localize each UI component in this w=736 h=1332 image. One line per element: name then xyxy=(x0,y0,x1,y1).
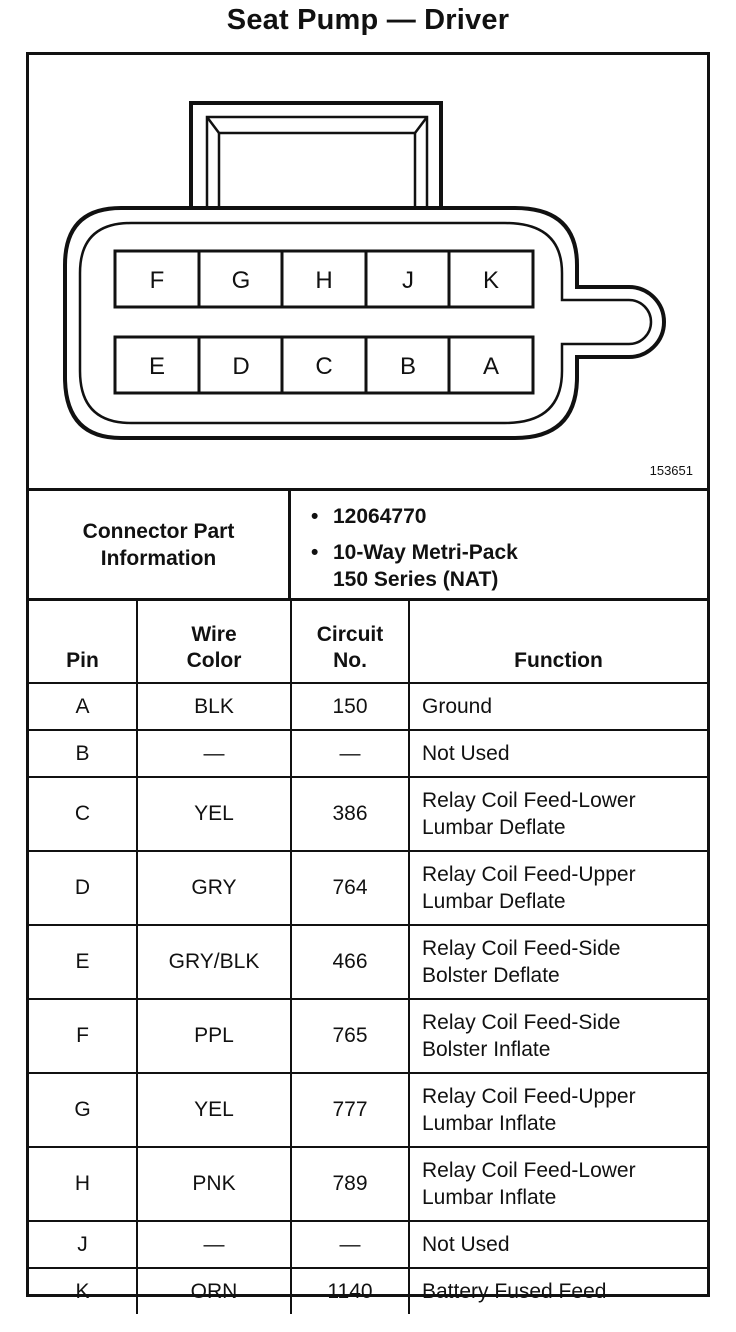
function-line1: Battery Fused Feed xyxy=(422,1280,607,1303)
part-number-item xyxy=(311,505,427,529)
cell-wire-color: YEL xyxy=(137,1073,291,1147)
function-line1: Relay Coil Feed-Lower xyxy=(422,789,636,812)
connector-latch-inner xyxy=(207,117,427,208)
function-line1: Relay Coil Feed-Upper xyxy=(422,1085,636,1108)
cell-pin: E xyxy=(29,925,137,999)
table-row xyxy=(29,730,707,777)
cell-function xyxy=(409,999,707,1073)
cell-function xyxy=(409,1268,707,1314)
function-line1: Not Used xyxy=(422,1233,510,1256)
table-row xyxy=(29,1147,707,1221)
pin-label-f: F xyxy=(149,267,165,294)
cell-wire-color: BLK xyxy=(137,683,291,730)
table-row xyxy=(29,1268,707,1314)
connector-part-info xyxy=(29,491,707,601)
pin-label-e: E xyxy=(148,353,166,380)
cell-wire-color: GRY/BLK xyxy=(137,925,291,999)
function-line2: Lumbar Deflate xyxy=(422,816,566,839)
cell-circuit: 150 xyxy=(291,683,409,730)
cell-function xyxy=(409,683,707,730)
table-row xyxy=(29,999,707,1073)
header-circuit-line1: Circuit xyxy=(316,623,384,646)
cell-pin: J xyxy=(29,1221,137,1268)
part-number: 12064770 xyxy=(333,505,427,528)
cell-circuit: 764 xyxy=(291,851,409,925)
table-header-row xyxy=(29,601,707,683)
pin-label-h: H xyxy=(315,267,333,294)
cell-pin: F xyxy=(29,999,137,1073)
function-line1: Relay Coil Feed-Upper xyxy=(422,863,636,886)
cell-circuit: — xyxy=(291,730,409,777)
header-wire-color-line1: Wire xyxy=(191,623,237,646)
function-line2: Lumbar Deflate xyxy=(422,890,566,913)
cell-function xyxy=(409,851,707,925)
header-function: Function xyxy=(409,601,707,683)
cell-pin: C xyxy=(29,777,137,851)
cell-circuit: 789 xyxy=(291,1147,409,1221)
function-line2: Lumbar Inflate xyxy=(422,1112,557,1135)
connector-info-label-line2: Information xyxy=(100,546,217,570)
cell-pin: A xyxy=(29,683,137,730)
header-pin: Pin xyxy=(29,601,137,683)
pin-label-k: K xyxy=(482,267,500,294)
cell-wire-color: — xyxy=(137,1221,291,1268)
page-title: Seat Pump — Driver xyxy=(226,4,510,36)
connector-description-line1: 10-Way Metri-Pack xyxy=(333,541,518,564)
table-row xyxy=(29,851,707,925)
function-line1: Relay Coil Feed-Lower xyxy=(422,1159,636,1182)
pin-label-a: A xyxy=(482,353,500,380)
cell-circuit: 386 xyxy=(291,777,409,851)
connector-latch-outer xyxy=(191,103,441,208)
function-line1: Ground xyxy=(422,695,493,718)
connector-sheet xyxy=(26,52,710,1303)
bullet-icon: • xyxy=(311,541,319,564)
cell-wire-color: YEL xyxy=(137,777,291,851)
cell-wire-color: — xyxy=(137,730,291,777)
function-line2: Bolster Deflate xyxy=(422,964,560,987)
bullet-icon: • xyxy=(311,505,319,528)
cell-function xyxy=(409,1073,707,1147)
cell-function xyxy=(409,1147,707,1221)
cell-wire-color: ORN xyxy=(137,1268,291,1314)
cell-circuit: 1140 xyxy=(291,1268,409,1314)
connector-info-values xyxy=(291,491,707,598)
cell-circuit: 765 xyxy=(291,999,409,1073)
cell-wire-color: PNK xyxy=(137,1147,291,1221)
connector-housing-outer xyxy=(65,208,664,438)
table-row xyxy=(29,777,707,851)
header-wire-color-line2: Color xyxy=(186,649,242,672)
cell-circuit: — xyxy=(291,1221,409,1268)
pin-label-d: D xyxy=(232,353,250,380)
cell-circuit: 466 xyxy=(291,925,409,999)
pin-label-g: G xyxy=(231,267,251,294)
table-row xyxy=(29,1073,707,1147)
cell-function xyxy=(409,730,707,777)
cell-pin: B xyxy=(29,730,137,777)
connector-face-drawing xyxy=(29,55,707,488)
function-line1: Relay Coil Feed-Side xyxy=(422,937,621,960)
cell-wire-color: GRY xyxy=(137,851,291,925)
function-line2: Lumbar Inflate xyxy=(422,1186,557,1209)
connector-info-label-line1: Connector Part xyxy=(82,519,235,543)
table-row xyxy=(29,925,707,999)
table-row xyxy=(29,683,707,730)
cell-pin: K xyxy=(29,1268,137,1314)
cell-function xyxy=(409,1221,707,1268)
pin-label-c: C xyxy=(315,353,333,380)
cell-function xyxy=(409,777,707,851)
connector-description-item xyxy=(311,539,518,593)
connector-diagram xyxy=(29,55,707,491)
header-circuit-no xyxy=(291,601,409,683)
connector-info-label xyxy=(29,491,291,598)
pin-label-b: B xyxy=(399,353,417,380)
table-row xyxy=(29,1221,707,1268)
cell-pin: G xyxy=(29,1073,137,1147)
function-line1: Relay Coil Feed-Side xyxy=(422,1011,621,1034)
connector-description-line2: 150 Series (NAT) xyxy=(333,568,499,591)
cell-function xyxy=(409,925,707,999)
pin-label-j: J xyxy=(402,267,414,294)
cell-wire-color: PPL xyxy=(137,999,291,1073)
figure-number: 153651 xyxy=(649,463,693,478)
header-circuit-line2: No. xyxy=(333,649,367,672)
function-line2: Bolster Inflate xyxy=(422,1038,551,1061)
pinout-table xyxy=(29,601,707,1314)
function-line1: Not Used xyxy=(422,742,510,765)
header-wire-color xyxy=(137,601,291,683)
cell-pin: H xyxy=(29,1147,137,1221)
cell-circuit: 777 xyxy=(291,1073,409,1147)
cell-pin: D xyxy=(29,851,137,925)
